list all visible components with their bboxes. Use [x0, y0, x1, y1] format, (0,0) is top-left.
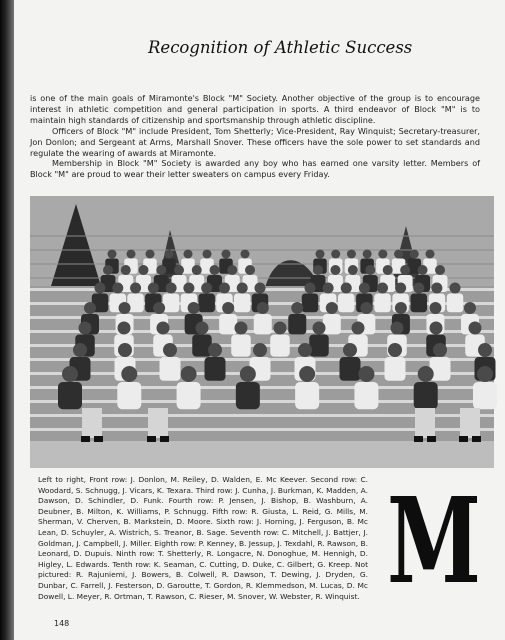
photo-person-body	[288, 314, 306, 334]
photo-person-body	[117, 382, 141, 409]
photo-person-body	[309, 335, 329, 357]
photo-person-shoe	[472, 436, 481, 442]
page-title: Recognition of Athletic Success	[148, 38, 413, 57]
photo-person-head	[413, 283, 424, 294]
photo-person-head	[326, 302, 338, 314]
photo-person-body	[270, 335, 290, 357]
photo-person-body	[473, 382, 497, 409]
photo-person-body	[385, 357, 406, 381]
photo-person-head	[222, 302, 234, 314]
photo-person-head	[139, 265, 149, 275]
photo-person-body	[219, 314, 237, 334]
photo-person-head	[388, 343, 402, 357]
photo-person-head	[363, 250, 372, 259]
photo-person-body	[231, 335, 251, 357]
photo-person-shoe	[147, 436, 156, 442]
photo-person-body	[323, 314, 341, 334]
photo-person-head	[391, 322, 404, 335]
photo-person-head	[210, 265, 220, 275]
photo-person-head	[127, 250, 136, 259]
photo-person-head	[108, 250, 117, 259]
photo-person-legs	[415, 408, 435, 438]
photo-person-head	[183, 283, 194, 294]
photo-person-shoe	[160, 436, 169, 442]
photo-person-head	[227, 265, 237, 275]
photo-person-head	[188, 302, 200, 314]
photo-person-head	[62, 366, 78, 382]
photo-person-head	[112, 283, 123, 294]
photo-person-body	[163, 294, 180, 313]
photo-person-shoe	[81, 436, 90, 442]
intro-paragraph: Membership in Block "M" Society is awarded any boy who has earned one varsity letter. Members of Block "M" are proud to wear their letter sweaters on campus every Friday.	[30, 158, 480, 180]
photo-person-head	[352, 322, 365, 335]
photo-person-head	[418, 265, 428, 275]
intro-paragraph: Officers of Block "M" include President, Tom Shetterly; Vice-President, Ray Winquist; Secretary-treasurer, Jon Donlon; and Sergeant at Arms, Marshall Snover. These officers have the sole power to set standards and regulate the wearing of awards at Miramonte.	[30, 125, 480, 158]
photo-person-head	[118, 322, 131, 335]
photo-person-head	[245, 265, 255, 275]
photo-person-body	[411, 294, 428, 313]
page-number: 148	[54, 619, 70, 628]
photo-person-body	[58, 382, 82, 409]
photo-person-head	[166, 283, 177, 294]
photo-person-head	[165, 250, 174, 259]
photo-person-head	[203, 250, 212, 259]
photo-person-shoe	[414, 436, 423, 442]
photo-person-head	[196, 322, 209, 335]
photo-person-head	[450, 283, 461, 294]
photo-person-body	[338, 294, 355, 313]
photo-person-body	[374, 294, 391, 313]
photo-person-head	[359, 283, 370, 294]
photo-person-head	[435, 265, 445, 275]
photo-person-body	[302, 294, 319, 313]
photo-person-head	[255, 283, 266, 294]
photo-person-head	[121, 265, 131, 275]
photo-person-head	[103, 265, 113, 275]
photo-person-head	[192, 265, 202, 275]
photo-person-head	[313, 265, 323, 275]
photo-person-head	[360, 302, 372, 314]
photo-person-head	[79, 322, 92, 335]
photo-person-head	[348, 265, 358, 275]
photo-person-head	[426, 250, 435, 259]
photo-person-head	[157, 322, 170, 335]
photo-person-head	[429, 302, 441, 314]
intro-paragraph: is one of the main goals of Miramonte's Block "M" Society. Another objective of the group is to encourage interest in athletic competition and general participation in sports. A third endeavor of Block "M" is to maintain high standards of citizenship and sportsmanship through athletic discipline.	[30, 93, 480, 125]
photo-person-head	[365, 265, 375, 275]
photo-person-head	[73, 343, 87, 357]
photo-person-head	[291, 302, 303, 314]
photo-person-shoe	[427, 436, 436, 442]
photo-person-head	[299, 366, 315, 382]
photo-person-body	[447, 294, 464, 313]
photo-person-head	[153, 302, 165, 314]
photo-person-head	[305, 283, 316, 294]
photo-person-head	[478, 343, 492, 357]
photo-person-body	[198, 294, 215, 313]
photo-person-head	[118, 343, 132, 357]
photo-person-head	[394, 250, 403, 259]
photo-person-head	[222, 250, 231, 259]
photo-person-head	[331, 250, 340, 259]
photo-person-head	[464, 302, 476, 314]
photo-person-head	[237, 283, 248, 294]
photo-person-head	[240, 366, 256, 382]
photo-person-head	[146, 250, 155, 259]
photo-person-head	[130, 283, 141, 294]
photo-person-head	[343, 343, 357, 357]
photo-person-head	[219, 283, 230, 294]
photo-person-head	[410, 250, 419, 259]
photo-person-head	[433, 343, 447, 357]
photo-person-body	[295, 382, 319, 409]
photo-person-legs	[148, 408, 168, 438]
photo-person-head	[383, 265, 393, 275]
photo-person-head	[395, 283, 406, 294]
group-photo	[30, 196, 494, 468]
photo-person-head	[119, 302, 131, 314]
photo-person-head	[418, 366, 434, 382]
photo-person-head	[330, 265, 340, 275]
photo-person-legs	[82, 408, 102, 438]
intro-text	[30, 93, 480, 180]
photo-person-head	[377, 283, 388, 294]
photo-person-shoe	[459, 436, 468, 442]
block-m-emblem	[386, 471, 482, 610]
photo-person-head	[323, 283, 334, 294]
photo-person-head	[208, 343, 222, 357]
photo-person-head	[378, 250, 387, 259]
photo-person-head	[313, 322, 326, 335]
photo-person-head	[95, 283, 106, 294]
photo-person-head	[395, 302, 407, 314]
photo-person-body	[177, 382, 201, 409]
photo-person-head	[274, 322, 287, 335]
photo-person-head	[156, 265, 166, 275]
photo-person-head	[235, 322, 248, 335]
photo-person-head	[298, 343, 312, 357]
photo-person-body	[205, 357, 226, 381]
photo-person-body	[340, 357, 361, 381]
photo-person-head	[430, 322, 443, 335]
photo-person-body	[234, 294, 251, 313]
photo-person-legs	[460, 408, 480, 438]
block-m-letter: M	[387, 471, 481, 610]
photo-person-body	[254, 314, 272, 334]
photo-person-body	[236, 382, 260, 409]
photo-person-head	[121, 366, 137, 382]
photo-person-head	[163, 343, 177, 357]
photo-person-head	[431, 283, 442, 294]
photo-person-body	[414, 382, 438, 409]
photo-person-head	[84, 302, 96, 314]
photo-caption: Left to right, Front row: J. Donlon, M. Reiley, D. Walden, E. Mc Keever. Second row: C. Woodard, S. Schnugg, J. Vicars, K. Texara. Third row: J. Cunha, J. Burkman, K. Madden, A. Dawson, D. Schindler, D. Funk. Fourth row: P. Jensen, J. Bishop, B. Washburn, A. Deubner, B. Milton, K. Williams, P. Schnugg. Fifth row: R. Giusta, L. Reid, G. Mills, M. Sherman, V. Cherven, B. Markstein, D. Moore. Sixth row: J. Horning, J. Ferguson, B. Mc Lean, D. Schuyler, A. Wistrich, S. Treanor, B. Sage. Seventh row: C. Mitchell, J. Battjer, J. Goldman, J. Campbell, J. Miller. Eighth row: P. Kenney, B. Jessup, J. Texdahl, R. Rawson, B. Leonard, D. Dupuis. Ninth row: T. Shetterly, R. Longacre, N. Donoghue, M. Hennigh, D. Higley, L. Edwards. Tenth row: K. Seaman, C. Cutting, D. Duke, C. Gilbert, G. Kreep. Not pictured: R. Rajuniemi, J. Bowers, B. Colwell, R. Dawson, T. Dewing, J. Dryden, G. Dunbar, C. Farrell, J. Festerson, D. Garoutte, T. Gordon, R. Klemmedson, M. Lucas, D. Mc Dowell, L. Meyer, R. Ortman, T. Rawson, C. Rieser, M. Snover, W. Webster, R. Winquist.	[38, 475, 368, 601]
photo-person-head	[347, 250, 356, 259]
photo-ground	[30, 441, 494, 468]
photo-person-head	[400, 265, 410, 275]
photo-person-head	[477, 366, 493, 382]
photo-person-head	[181, 366, 197, 382]
photo-person-head	[184, 250, 193, 259]
photo-person-body	[354, 382, 378, 409]
photo-person-head	[316, 250, 325, 259]
photo-person-head	[341, 283, 352, 294]
book-spine-shadow	[0, 0, 14, 640]
photo-person-head	[257, 302, 269, 314]
photo-person-shoe	[94, 436, 103, 442]
photo-person-head	[201, 283, 212, 294]
photo-person-body	[160, 357, 181, 381]
photo-person-head	[469, 322, 482, 335]
photo-person-head	[358, 366, 374, 382]
photo-person-head	[241, 250, 250, 259]
photo-person-head	[253, 343, 267, 357]
photo-person-head	[148, 283, 159, 294]
photo-person-head	[174, 265, 184, 275]
